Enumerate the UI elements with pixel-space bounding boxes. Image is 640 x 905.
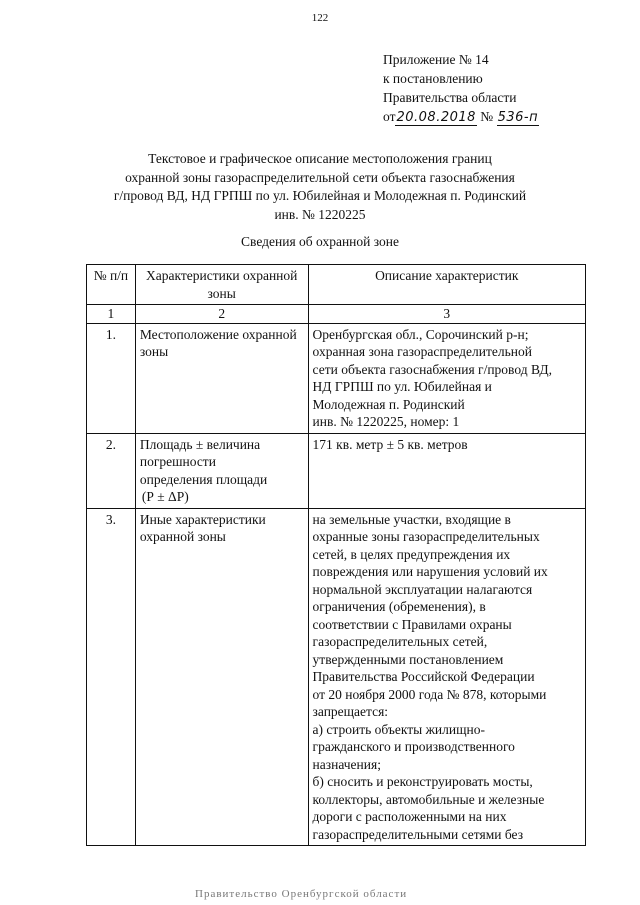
appendix-line-3: Правительства области <box>383 90 517 105</box>
handwritten-date: 20.08.2018 <box>396 110 476 125</box>
header-number: № п/п <box>87 265 136 305</box>
description-line: коллекторы, автомобильные и железные <box>312 791 545 807</box>
column-number-3: 3 <box>308 305 585 324</box>
description-line: на земельные участки, входящие в <box>312 511 511 527</box>
characteristic-line: Иные характеристики <box>139 511 266 527</box>
description-line: б) сносить и реконструировать мосты, <box>312 774 533 789</box>
description-line: дороги с расположенными на них <box>312 809 507 824</box>
description-line: запрещается: <box>312 704 389 719</box>
characteristic-line: определения площади <box>139 471 268 487</box>
description-line: нормальной эксплуатации налагаются <box>312 581 533 597</box>
row-characteristic <box>135 433 308 508</box>
description-line: Правительства Российской Федерации <box>312 669 535 684</box>
description-line: охранная зона газораспределительной <box>312 344 532 359</box>
title-line-2: охранной зоны газораспределительной сети объекта газоснабжения <box>125 169 515 185</box>
date-prefix: от <box>383 109 396 124</box>
table-row <box>87 433 586 508</box>
description-line: гражданского и производственного <box>312 739 515 754</box>
appendix-block <box>383 50 539 127</box>
row-number: 3. <box>87 508 136 846</box>
row-description: 171 кв. метр ± 5 кв. метров <box>308 433 585 508</box>
title-line-1: Текстовое и графическое описание местоположения границ <box>148 151 492 166</box>
row-description <box>308 508 585 846</box>
table-row <box>87 508 586 846</box>
header-characteristic: Характеристики охранной зоны <box>135 265 308 305</box>
description-line: Оренбургская обл., Сорочинский р-н; <box>312 326 529 342</box>
table-header-row <box>87 265 586 305</box>
description-line: инв. № 1220225, номер: 1 <box>312 414 460 429</box>
description-line: НД ГРПШ по ул. Юбилейная и <box>312 379 492 394</box>
description-line: утвержденными постановлением <box>312 651 504 667</box>
description-line: охранные зоны газораспределительных <box>312 529 540 544</box>
row-characteristic <box>135 508 308 846</box>
section-title: Сведения об охранной зоне <box>241 234 399 249</box>
description-line: сетей, в целях предупреждения их <box>312 546 511 562</box>
table-row <box>87 323 586 433</box>
characteristic-line: погрешности <box>139 454 216 469</box>
row-number: 1. <box>87 323 136 433</box>
number-prefix: № <box>480 109 494 124</box>
page-number: 122 <box>311 12 329 24</box>
document-title <box>60 150 580 224</box>
characteristic-line: Площадь ± величина <box>139 436 261 452</box>
characteristic-line: (Р ± ΔР) <box>141 489 189 504</box>
description-line: повреждения или нарушения условий их <box>312 564 548 579</box>
column-number-2: 2 <box>135 305 308 324</box>
description-line: Молодежная п. Родинский <box>312 396 465 412</box>
description-line: назначения; <box>312 756 381 772</box>
appendix-line-2: к постановлению <box>383 71 483 86</box>
column-number-row <box>87 305 586 324</box>
title-line-3: г/провод ВД, НД ГРПШ по ул. Юбилейная и Молодежная п. Родинский <box>113 188 527 203</box>
description-line: сети объекта газоснабжения г/провод ВД, <box>312 361 553 377</box>
description-line: газораспределительными сетями без <box>312 826 524 842</box>
header-description: Описание характеристик <box>308 265 585 305</box>
row-characteristic: Местоположение охранной зоны <box>135 323 308 433</box>
description-line: соответствии с Правилами охраны <box>312 616 512 632</box>
handwritten-number: 536-п <box>497 110 539 125</box>
characteristic-line: охранной зоны <box>139 529 226 544</box>
description-line: а) строить объекты жилищно- <box>312 721 485 737</box>
appendix-date-line <box>383 107 539 127</box>
appendix-line-1: Приложение № 14 <box>383 52 489 67</box>
description-line: ограничения (обременения), в <box>312 599 486 614</box>
row-number: 2. <box>87 433 136 508</box>
title-line-4: инв. № 1220225 <box>274 206 366 222</box>
column-number-1: 1 <box>87 305 136 324</box>
row-description <box>308 323 585 433</box>
description-line: газораспределительных сетей, <box>312 634 488 649</box>
footer-watermark-text: Правительство Оренбургской области <box>195 888 408 900</box>
description-line: от 20 ноября 2000 года № 878, которыми <box>312 686 547 702</box>
zone-info-table <box>86 264 586 846</box>
